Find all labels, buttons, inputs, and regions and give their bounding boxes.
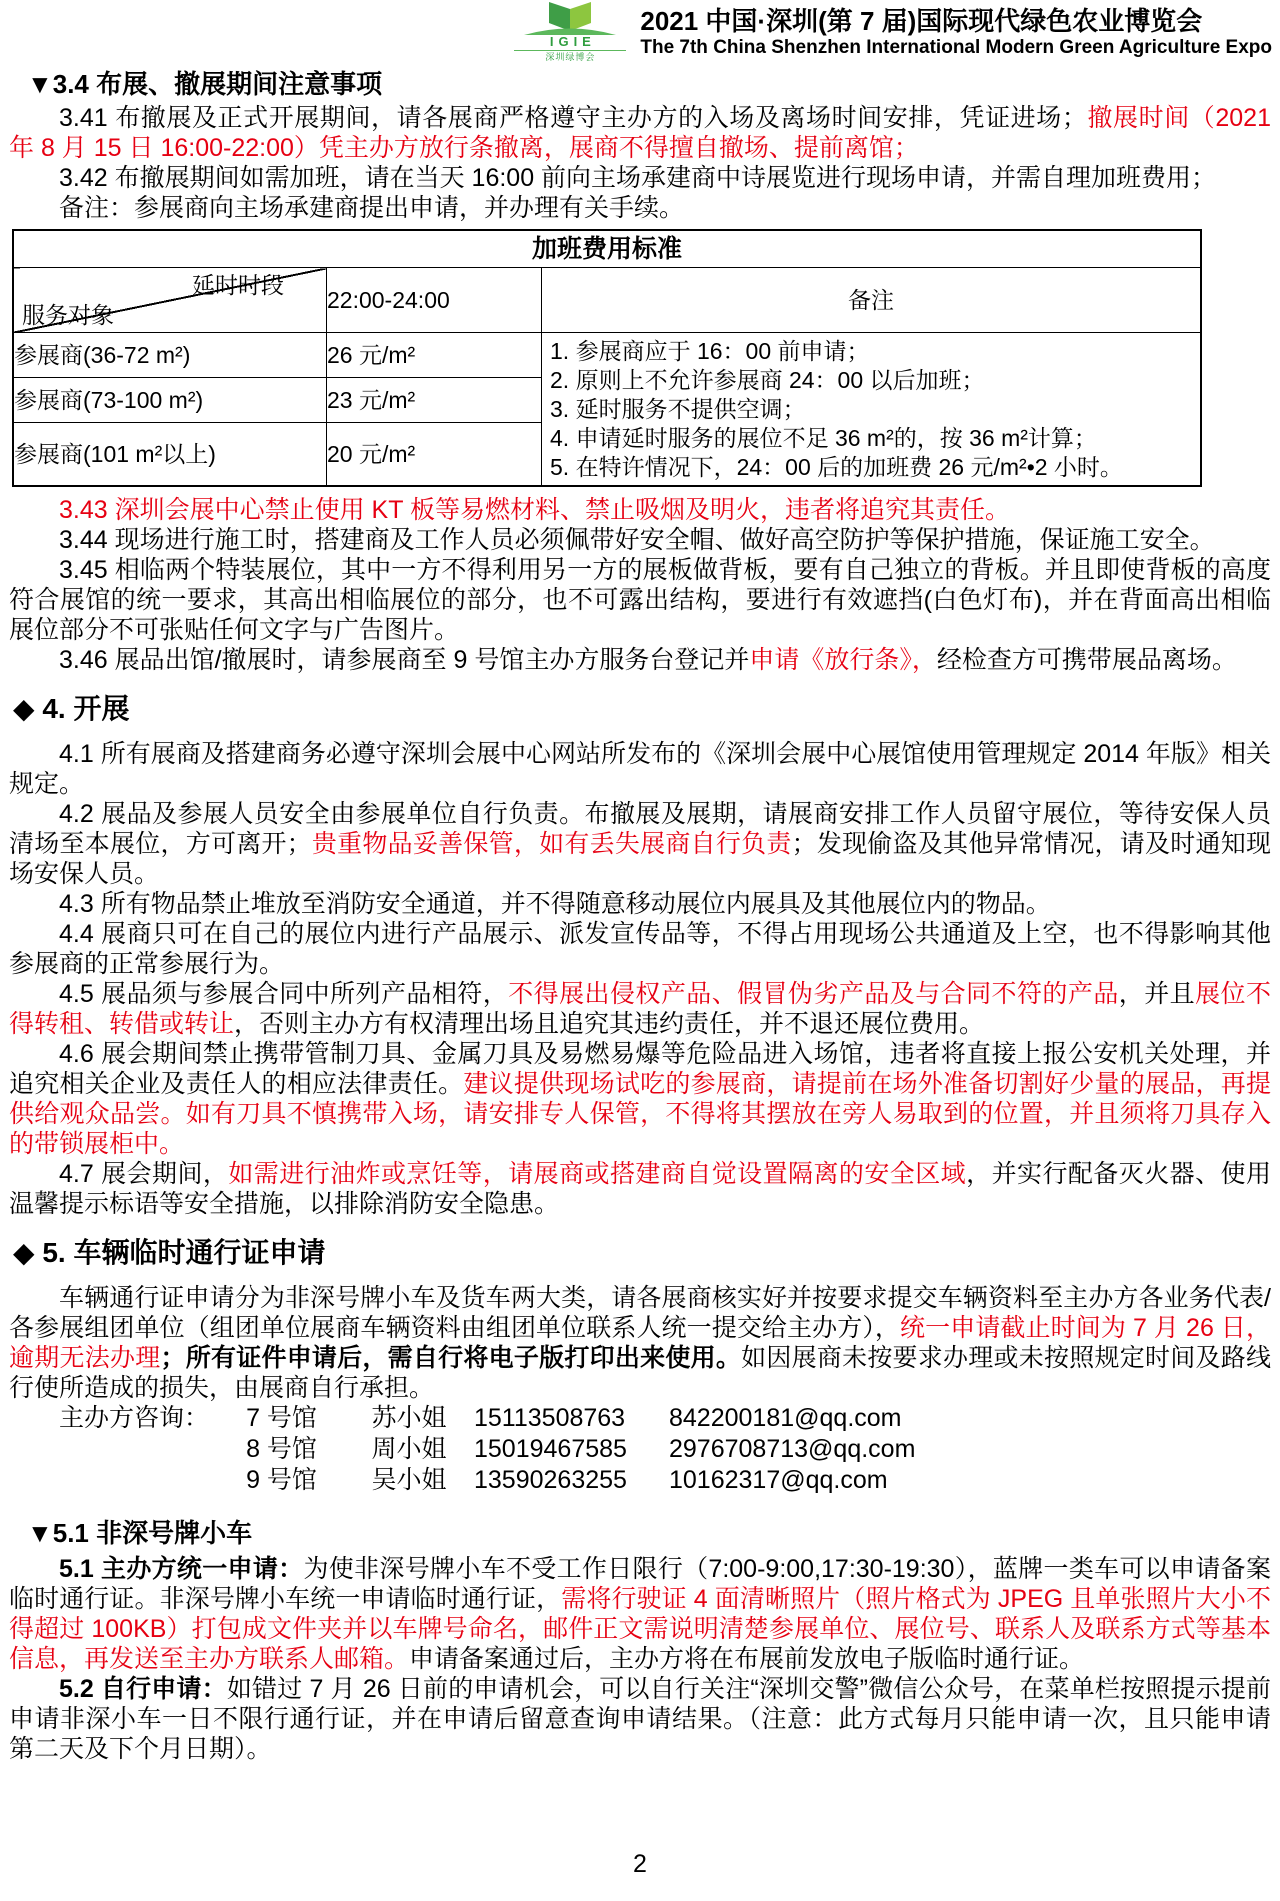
paragraph-remark: [9, 193, 1271, 223]
target-cell: 参展商(73-100 m²): [13, 378, 327, 423]
contact-row: [59, 1403, 915, 1434]
text-segment: 车辆通行证申请分为非深号牌小车及货车两大类，请各展商核实好并按要求提交车辆资料至主办方各业务代表/各参展组团单位（组团单位展商车辆资料由组团单位联系人统一提交给主办方），: [9, 1284, 1271, 1342]
price-cell: 26 元/m²: [327, 333, 542, 378]
contact-hall: 9 号馆: [246, 1466, 317, 1494]
text-segment: 5.2 自行申请：: [59, 1675, 227, 1703]
table-title: 加班费用标准: [13, 230, 1201, 268]
document-header: [0, 0, 1280, 63]
heading-5: ◆ 5. 车辆临时通行证申请: [13, 1237, 326, 1268]
text-segment: 4.7 展会期间，: [59, 1160, 229, 1188]
paragraph-3-45: [9, 555, 1271, 645]
text-segment: 经检查方可携带展品离场。: [936, 646, 1237, 674]
paragraph-3-42: [9, 163, 1271, 193]
table-header-row: [13, 268, 1201, 333]
text-segment: 3.45 相临两个特装展位，其中一方不得利用另一方的展板做背板，要有自己独立的背板。并且即使背板的高度符合展馆的统一要求，其高出相临展位的部分，也不可露出结构，要进行有效遮挡(白色灯布)，并在背面高出相临展位部分不可张贴任何文字与广告图片。: [9, 556, 1271, 644]
price-cell: 23 元/m²: [327, 378, 542, 423]
diagonal-label-service-target: 服务对象: [22, 302, 114, 328]
column-header-notes: 备注: [542, 268, 1202, 333]
paragraph-4-2: [9, 799, 1271, 889]
text-segment: 5.1 主办方统一申请：: [59, 1555, 304, 1583]
text-segment: 3.43 深圳会展中心禁止使用 KT 板等易燃材料、禁止吸烟及明火，违者将追究其责任。: [59, 496, 1010, 524]
text-segment: ，并实行配备灭火器、使用温馨提示标语等安全措施，以排除消防安全隐患。: [9, 1160, 1271, 1218]
text-segment: 不得展出侵权产品、假冒伪劣产品及与合同不符的产品: [508, 980, 1119, 1008]
contact-name: 周小姐: [371, 1435, 447, 1463]
paragraph-4-7: [9, 1159, 1271, 1219]
diagonal-label-time-period: 延时时段: [192, 272, 284, 298]
text-segment: 4.6 展会期间禁止携带管制刀具、金属刀具及易燃易爆等危险品进入场馆，违者将直接上报公安机关处理，并追究相关企业及责任人的相应法律责任。: [9, 1040, 1271, 1098]
text-segment: ，否则主办方有权清理出场且追究其违约责任，并不退还展位费用。: [234, 1010, 985, 1038]
text-segment: 如错过 7 月 26 日前的申请机会，可以自行关注“深圳交警”微信公众号，在菜单栏按照提示提前申请非深小车一日不限行通行证，并在申请后留意查询申请结果。（注意：此方式每月只能申请一次，且只能申请第二天及下个月日期）。: [9, 1675, 1271, 1763]
text-segment: 4.2 展品及参展人员安全由参展单位自行负责。布撤展及展期，请展商安排工作人员留守展位，等待安保人员清场至本展位，方可离开；: [9, 800, 1271, 858]
table-row: [13, 333, 1201, 378]
spacer-cell: [59, 1465, 219, 1496]
text-segment: 3.46 展品出馆/撤展时，请参展商至 9 号馆主办方服务台登记并: [59, 646, 750, 674]
contact-name: 吴小姐: [371, 1466, 447, 1494]
text-segment: 建议提供现场试吃的参展商，请提前在场外准备切割好少量的展品，再提供给观众品尝。如有刀具不慎携带入场，请安排专人保管，不得将其摆放在旁人易取到的位置，并且须将刀具存入的带锁展柜中。: [9, 1070, 1271, 1158]
text-segment: 撤展时间（2021 年 8 月 15 日 16:00-22:00）凭主办方放行条撤离，展商不得擅自撤场、提前离馆；: [9, 104, 1271, 162]
expo-title-zh: 2021 中国·深圳(第 7 届)国际现代绿色农业博览会: [640, 5, 1203, 36]
note-line: 2. 原则上不允许参展商 24：00 以后加班；: [550, 366, 985, 393]
paragraph-5-1: [9, 1554, 1271, 1674]
paragraph-3-44: [9, 525, 1271, 555]
text-segment: 如需进行油炸或烹饪等，请展商或搭建商自觉设置隔离的安全区域: [228, 1160, 967, 1188]
contact-label: 主办方咨询：: [59, 1404, 210, 1432]
text-segment: 贵重物品妥善保管，如有丢失展商自行负责: [311, 830, 792, 858]
contact-row: [59, 1434, 915, 1465]
text-segment: 申请备案通过后，主办方将在布展前发放电子版临时通行证。: [409, 1645, 1085, 1673]
heading-3-4: ▼3.4 布展、撤展期间注意事项: [27, 69, 383, 99]
contact-hall: 8 号馆: [246, 1435, 317, 1463]
paragraph-4-1: [9, 739, 1271, 799]
heading-4: ◆ 4. 开展: [13, 693, 130, 724]
logo-book-leaves-icon: [518, 2, 622, 36]
paragraph-4-5: [9, 979, 1271, 1039]
contact-row: [59, 1465, 915, 1496]
text-segment: 统一申请截止时间为 7 月 26 日，逾期无法办理: [9, 1314, 1271, 1372]
note-line: 5. 在特许情况下，24：00 后的加班费 26 元/m²•2 小时。: [550, 453, 1123, 480]
text-segment: 3.41 布撤展及正式开展期间，请各展商严格遵守主办方的入场及离场时间安排，凭证进场；: [59, 104, 1087, 132]
text-segment: 3.42 布撤展期间如需加班，请在当天 16:00 前向主场承建商中诗展览进行现场申请，并需自理加班费用；: [59, 164, 1217, 192]
text-segment: 申请《放行条》，: [749, 646, 937, 674]
target-cell: 参展商(101 m²以上): [13, 423, 327, 487]
table-title-row: [13, 230, 1201, 268]
text-segment: 为使非深号牌小车不受工作日限行（7:00-9:00,17:30-19:30），蓝牌一类车可以申请备案临时通行证。非深号牌小车统一申请临时通行证，: [9, 1555, 1271, 1613]
paragraph-4-4: [9, 919, 1271, 979]
contact-phone: 13590263255: [474, 1466, 627, 1494]
note-line: 3. 延时服务不提供空调；: [550, 395, 806, 422]
page-number: 2: [633, 1850, 647, 1878]
paragraph-3-43: [9, 495, 1271, 525]
contact-email: 842200181@qq.com: [669, 1404, 902, 1432]
notes-cell: [542, 333, 1202, 487]
overtime-fee-table: [12, 229, 1202, 487]
price-cell: 20 元/m²: [327, 423, 542, 487]
heading-5-1: ▼5.1 非深号牌小车: [27, 1518, 253, 1548]
contact-hall: 7 号馆: [246, 1404, 317, 1432]
text-segment: ，并且: [1118, 980, 1196, 1008]
text-segment: 3.44 现场进行施工时，搭建商及工作人员必须佩带好安全帽、做好高空防护等保护措施，保证施工安全。: [59, 526, 1215, 554]
text-segment: 备注：参展商向主场承建商提出申请，并办理有关手续。: [59, 194, 685, 222]
paragraph-3-41: [9, 103, 1271, 163]
text-segment: 4.1 所有展商及搭建商务必遵守深圳会展中心网站所发布的《深圳会展中心展馆使用管理规定 2014 年版》相关规定。: [9, 740, 1271, 798]
target-cell: 参展商(36-72 m²): [13, 333, 327, 378]
note-line: 4. 申请延时服务的展位不足 36 m²的，按 36 m²计算；: [550, 424, 1097, 451]
paragraph-5-intro: [9, 1283, 1271, 1403]
expo-title-en: The 7th China Shenzhen International Modern Green Agriculture Expo: [640, 36, 1272, 58]
spacer-cell: [59, 1434, 219, 1465]
text-segment: 如因展商未按要求办理或未按照规定时间及路线行使所造成的损失，由展商自行承担。: [9, 1344, 1271, 1402]
note-line: 1. 参展商应于 16：00 前申请；: [550, 337, 870, 364]
text-segment: 4.4 展商只可在自己的展位内进行产品展示、派发宣传品等，不得占用现场公共通道及上空，也不得影响其他参展商的正常参展行为。: [9, 920, 1271, 978]
contact-name: 苏小姐: [371, 1404, 447, 1432]
text-segment: 展位不得转租、转借或转让: [9, 980, 1271, 1038]
expo-titles: [640, 6, 1272, 59]
diagonal-header-cell: [13, 268, 327, 333]
text-segment: 4.3 所有物品禁止堆放至消防安全通道，并不得随意移动展位内展具及其他展位内的物品。: [59, 890, 1051, 918]
contact-phone: 15113508763: [474, 1404, 626, 1432]
paragraph-5-2: [9, 1674, 1271, 1764]
document-body: [0, 67, 1280, 1764]
text-segment: ；所有证件申请后，需自行将电子版打印出来使用。: [160, 1344, 742, 1372]
logo-acronym: IGIE: [514, 34, 626, 51]
paragraph-4-6: [9, 1039, 1271, 1159]
paragraph-3-46: [9, 645, 1271, 675]
column-header-time: 22:00-24:00: [327, 268, 542, 333]
contact-list: [59, 1403, 1271, 1496]
contact-email: 10162317@qq.com: [669, 1466, 888, 1494]
paragraph-4-3: [9, 889, 1271, 919]
contact-phone: 15019467585: [474, 1435, 627, 1463]
text-segment: 4.5 展品须与参展合同中所列产品相符，: [59, 980, 509, 1008]
contact-email: 2976708713@qq.com: [669, 1435, 916, 1463]
logo-name: 深圳绿博会: [545, 52, 596, 62]
text-segment: 需将行驶证 4 面清晰照片（照片格式为 JPEG 且单张照片大小不得超过 100KB）打包成文件夹并以车牌号命名，邮件正文需说明清楚参展单位、展位号、联系人及联系方式等基本信息，再发送至主办方联系人邮箱。: [9, 1585, 1271, 1673]
text-segment: ；发现偷盗及其他异常情况，请及时通知现场安保人员。: [9, 830, 1271, 888]
expo-logo: [514, 2, 626, 62]
